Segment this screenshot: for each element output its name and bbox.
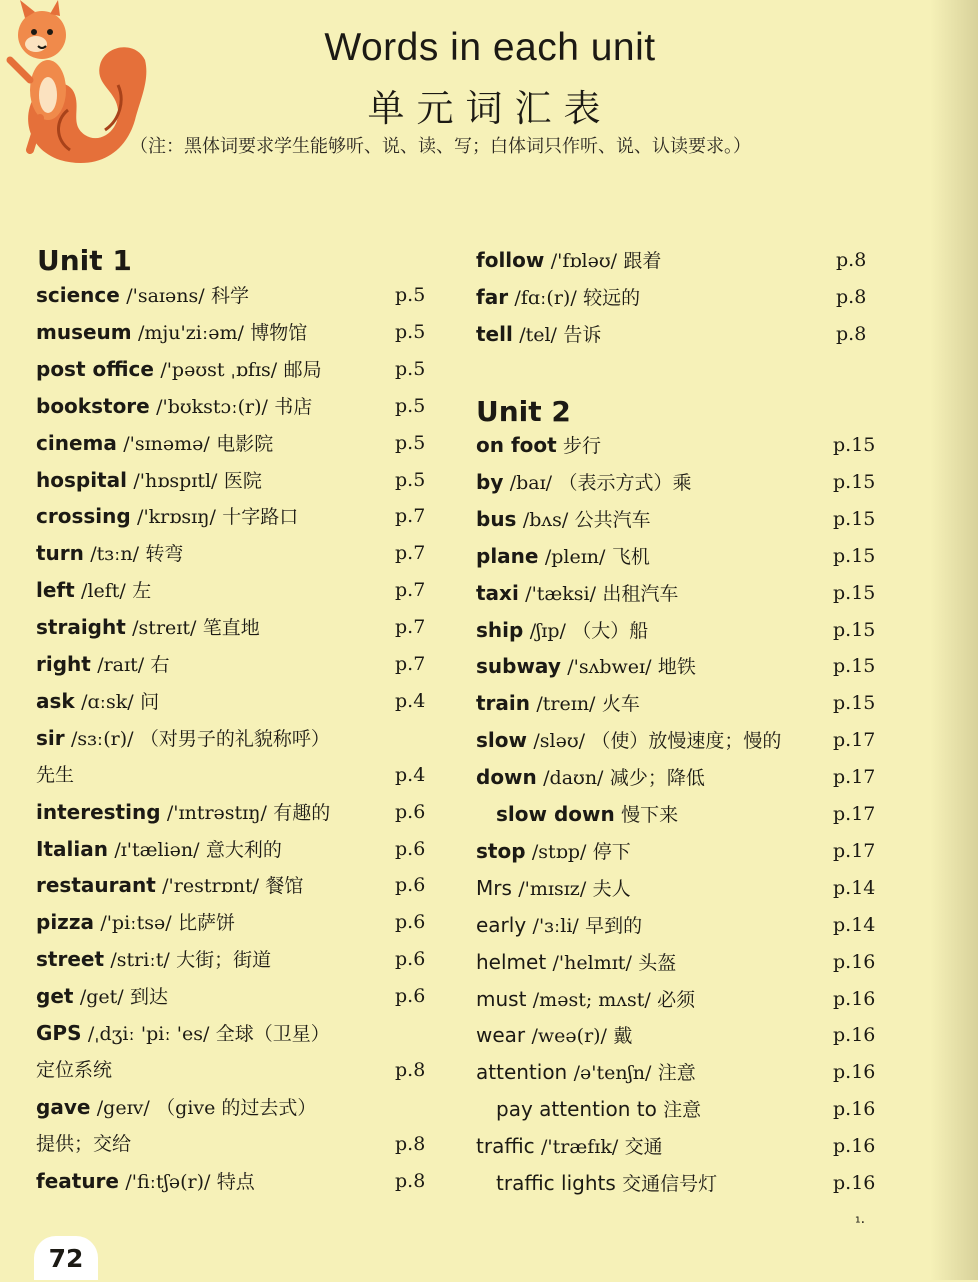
vocab-page-ref: p.8 [836,323,867,345]
vocab-page-ref: p.8 [395,1058,426,1081]
vocab-phonetic: /tɜːn/ [90,543,140,566]
vocab-word: stop [476,838,526,863]
vocab-entry [36,981,168,1011]
vocab-meaning: 大街；街道 [176,949,272,972]
vocab-word: turn [36,541,84,566]
vocab-phonetic: /streɪt/ [132,617,197,640]
vocab-word: traffic lights [496,1171,616,1195]
vocab-word: get [36,984,74,1009]
unit-2-heading: Unit 2 [476,395,571,428]
vocab-phonetic: /mju'ziːəm/ [137,321,244,344]
vocab-page-ref: p.6 [395,911,426,934]
vocab-phonetic: /sləʊ/ [533,730,585,753]
vocab-page-ref: p.14 [833,913,876,936]
vocab-entry [36,538,183,568]
vocab-meaning: 地铁 [657,656,696,679]
vocab-phonetic: /ʃɪp/ [529,619,566,642]
vocab-entry [476,504,651,534]
vocab-word: must [476,986,527,1011]
vocab-entry [476,651,696,681]
vocab-phonetic: /'sʌbweɪ/ [567,656,652,679]
vocab-entry [476,725,781,755]
vocab-entry [36,354,322,384]
vocab-phonetic: /'pəʊst ˌɒfɪs/ [160,358,278,381]
vocab-meaning: 注意 [657,1062,696,1085]
vocab-entry [36,686,159,716]
vocab-meaning-continued: 提供；交给 [36,1132,132,1155]
vocab-page-ref: p.7 [395,505,426,528]
vocab-phonetic: /stɒp/ [531,840,587,863]
vocab-phonetic: /'mɪsɪz/ [518,877,587,900]
vocab-page-ref: p.15 [833,470,876,493]
vocab-meaning: 慢下来 [621,804,679,826]
vocab-page-ref: p.4 [395,689,426,712]
vocab-word: GPS [36,1021,82,1045]
vocab-entry [476,873,631,903]
vocab-word: slow down [496,802,615,826]
vocab-meaning: 步行 [563,435,602,457]
vocab-page-ref: p.15 [833,655,876,678]
vocab-word: museum [36,319,132,344]
vocab-word: hospital [36,467,127,492]
vocab-meaning: 意大利的 [205,838,282,861]
vocab-page-ref: p.15 [833,618,876,641]
vocab-meaning: 博物馆 [250,321,308,344]
vocab-page-ref: p.16 [833,1135,876,1158]
vocab-word: ask [36,688,75,713]
vocab-meaning: 到达 [130,986,169,1009]
vocab-page-ref: p.16 [833,1061,876,1084]
vocab-phonetic: /ɑːsk/ [81,690,134,713]
vocab-page-ref: p.6 [395,800,426,823]
vocab-meaning: 十字路口 [222,506,299,529]
vocab-page-ref: p.6 [395,948,426,971]
vocab-word: crossing [36,504,131,529]
vocab-word: wear [476,1023,526,1048]
vocab-phonetic: /'fɒləʊ/ [550,250,618,272]
vocab-page-ref: p.5 [395,357,426,380]
vocab-word: on foot [476,433,557,457]
vocab-word: helmet [476,949,547,974]
vocab-phonetic: /raɪt/ [97,654,145,676]
vocab-meaning: 注意 [663,1099,702,1122]
vocab-page-ref: p.6 [395,985,426,1008]
vocab-entry [476,319,601,349]
vocab-meaning: 交通信号灯 [622,1173,718,1195]
vocab-phonetic: /'træfɪk/ [541,1136,619,1159]
vocab-word: subway [476,654,561,679]
vocab-entry [36,428,273,458]
vocab-entry [476,910,642,940]
vocab-page-ref: p.16 [833,950,876,973]
vocab-entry [36,834,282,864]
vocab-meaning: 停下 [592,840,631,863]
vocab-word: restaurant [36,873,156,898]
vocab-page-ref: p.17 [833,803,876,825]
vocab-word: Mrs [476,875,512,900]
vocab-entry [476,984,695,1014]
vocab-phonetic: /striːt/ [110,949,170,972]
vocab-entry [476,578,678,608]
vocab-meaning: （对男子的礼貌称呼） [139,727,330,750]
vocab-page-ref: p.16 [833,1098,876,1121]
vocab-page-ref: p.4 [395,763,426,786]
vocab-phonetic: /'tæksi/ [525,582,597,605]
vocab-entry [476,541,650,571]
vocab-entry [476,1131,663,1161]
vocab-phonetic: /daʊn/ [543,767,604,790]
vocab-entry [476,245,661,275]
vocab-word: follow [476,248,545,272]
vocab-meaning: 笔直地 [202,617,260,640]
vocab-entry [36,575,151,605]
page-edge-shadow [930,0,978,1280]
vocab-entry [476,688,640,718]
vocab-entry [36,1018,330,1048]
vocab-phonetic: /baɪ/ [509,471,553,494]
vocab-entry [476,762,705,792]
vocab-word: bus [476,506,517,531]
vocab-word: left [36,578,75,603]
vocab-phonetic: /sɜː(r)/ [70,727,134,750]
vocab-meaning-continued: 先生 [36,763,75,786]
vocab-meaning: 邮局 [283,358,322,381]
vocab-meaning: 餐馆 [265,875,304,898]
vocab-page-ref: p.16 [833,1172,876,1194]
vocab-meaning: 问 [140,690,160,713]
vocab-meaning: 左 [132,580,152,603]
vocab-phonetic: /məst; mʌst/ [532,988,651,1011]
vocab-entry [36,870,303,900]
vocab-phonetic: /'ɜːli/ [532,914,579,937]
vocab-entry [476,1020,632,1050]
vocab-meaning: 减少；降低 [609,767,705,790]
vocab-entry [36,317,307,347]
vocab-meaning: 必须 [657,988,696,1011]
vocab-meaning: 医院 [223,469,262,492]
vocab-meaning: 夫人 [592,877,631,900]
vocab-phonetic: /treɪn/ [536,693,596,716]
vocab-word: taxi [476,580,519,605]
vocab-page-ref: p.8 [836,286,867,308]
vocab-word: science [36,283,120,307]
unit-1-heading: Unit 1 [37,244,132,277]
vocab-meaning: 全球（卫星） [215,1023,330,1045]
vocab-word: street [36,947,105,972]
vocab-entry [36,1166,255,1196]
vocab-page-ref: p.5 [395,284,426,306]
page-number: 72 [34,1236,98,1280]
vocab-meaning: 戴 [613,1025,633,1048]
vocab-page-ref: p.5 [395,394,426,417]
vocab-meaning: 交通 [624,1136,663,1159]
vocab-entry [476,1057,696,1087]
vocab-page-ref: p.5 [395,468,426,491]
vocab-word: by [476,469,504,494]
vocab-meaning: 飞机 [611,545,650,568]
vocab-phonetic: /weə(r)/ [531,1025,607,1048]
vocab-page-ref: p.16 [833,987,876,1010]
vocab-meaning: 比萨饼 [177,912,235,935]
vocab-page-ref: p.16 [833,1024,876,1047]
vocab-page-ref: p.7 [395,616,426,639]
vocab-meaning: 科学 [210,285,249,307]
squirrel-illustration [0,0,150,170]
vocab-entry [36,280,249,310]
vocab-phonetic: /ə'tenʃn/ [573,1062,652,1085]
vocab-word: plane [476,543,539,568]
vocab-word: far [476,285,509,309]
vocab-phonetic: /'sɪnəmə/ [123,432,210,455]
vocab-phonetic: /'bʊkstɔː(r)/ [156,395,268,418]
vocab-meaning: 转弯 [145,543,184,566]
vocab-page-ref: p.8 [836,249,867,271]
vocab-meaning: （表示方式）乘 [558,471,692,494]
vocab-word: tell [476,322,513,346]
vocab-page-ref: p.14 [833,876,876,899]
vocab-word: right [36,652,91,676]
vocab-page-ref: p.7 [395,542,426,565]
vocab-entry [476,615,648,645]
vocab-word: interesting [36,799,161,824]
vocab-word: early [476,912,527,937]
vocab-phonetic: /'helmɪt/ [552,951,632,974]
vocab-entry [496,1168,717,1198]
vocab-phonetic: /bʌs/ [522,508,569,531]
vocab-phonetic: /ˌdʒiː 'piː 'es/ [87,1023,210,1045]
usage-note: （注：黑体词要求学生能够听、说、读、写；白体词只作听、说、认读要求。） [130,136,751,157]
vocab-entry [476,947,676,977]
vocab-word: straight [36,615,126,640]
vocab-word: down [476,765,537,790]
vocab-page-ref: p.15 [833,544,876,567]
vocab-phonetic: /'hɒspɪtl/ [133,469,218,492]
vocab-page-ref: p.6 [395,837,426,860]
vocab-page-ref: p.15 [833,692,876,715]
vocab-entry [36,797,330,827]
vocab-word: bookstore [36,393,150,418]
vocab-meaning-continued: 定位系统 [36,1058,113,1081]
vocab-phonetic: /left/ [81,580,126,603]
vocab-entry [36,944,271,974]
vocab-word: pizza [36,910,94,935]
vocab-word: traffic [476,1134,535,1159]
vocab-meaning: 书店 [274,395,313,418]
vocab-page-ref: p.7 [395,579,426,602]
vocab-word: post office [36,356,154,381]
vocab-phonetic: /'saɪəns/ [126,285,205,307]
vocab-entry [476,430,601,460]
vocab-entry [36,465,262,495]
vocab-page-ref: p.7 [395,653,426,675]
vocab-phonetic: /'piːtsə/ [100,912,172,935]
vocab-page-ref: p.17 [833,729,876,752]
vocab-entry [476,836,631,866]
vocab-page-ref: p.5 [395,431,426,454]
page-subtitle: 单元词汇表 [367,87,613,130]
vocab-entry [36,1092,316,1122]
vocab-entry [36,612,260,642]
vocab-word: feature [36,1168,119,1193]
vocab-entry [36,649,170,679]
vocab-word: attention [476,1060,568,1085]
vocab-meaning: 较远的 [583,287,641,309]
vocab-word: gave [36,1094,91,1119]
vocab-meaning: 有趣的 [273,801,331,824]
vocab-word: pay attention to [496,1097,657,1122]
vocab-phonetic: /get/ [79,986,124,1009]
vocab-meaning: （大）船 [572,619,649,642]
vocab-entry [36,501,298,531]
vocab-entry [496,799,678,829]
vocab-word: Italian [36,836,108,861]
vocab-entry [36,723,330,753]
vocab-meaning: 特点 [216,1170,255,1193]
vocab-phonetic: /pleɪn/ [544,545,606,568]
vocab-page-ref: p.8 [395,1169,426,1192]
vocab-phonetic: /geɪv/ [96,1096,150,1119]
vocab-phonetic: /fɑː(r)/ [514,287,577,309]
vocab-word: slow [476,728,527,753]
vocab-phonetic: /'krɒsɪŋ/ [137,506,216,529]
vocab-page-ref: p.5 [395,320,426,343]
vocab-entry [476,282,640,312]
vocab-meaning: 公共汽车 [574,508,651,531]
vocab-entry [36,391,312,421]
vocab-meaning: 头盔 [638,951,677,974]
vocab-meaning: 早到的 [585,914,643,937]
vocab-meaning: （使）放慢速度；慢的 [591,730,782,753]
vocab-meaning: 告诉 [563,324,602,346]
vocab-page-ref: p.17 [833,766,876,789]
vocab-page-ref: p.8 [395,1132,426,1155]
vocab-meaning: （give 的过去式） [156,1096,317,1119]
vocab-page-ref: p.17 [833,839,876,862]
vocab-word: cinema [36,430,117,455]
vocab-word: ship [476,617,524,642]
page-title: Words in each unit [324,26,656,69]
vocab-phonetic: /'restrɒnt/ [162,875,260,898]
vocab-entry [36,907,235,937]
vocab-phonetic: /tel/ [519,324,557,346]
vocab-page-ref: p.15 [833,434,876,456]
vocab-page-ref: p.6 [395,874,426,897]
vocab-meaning: 跟着 [623,250,662,272]
vocab-entry [496,1094,701,1124]
vocab-word: sir [36,725,65,750]
vocab-phonetic: /'ɪntrəstɪŋ/ [166,801,267,824]
vocab-phonetic: /ɪ'tæliən/ [114,838,200,861]
vocab-entry [476,467,691,497]
vocab-meaning: 电影院 [216,432,274,455]
vocab-meaning: 右 [150,654,170,676]
vocab-phonetic: /'fiːtʃə(r)/ [125,1170,211,1193]
vocab-page-ref: p.15 [833,507,876,530]
vocab-word: train [476,691,531,716]
vocab-page-ref: p.15 [833,581,876,604]
corner-mark: ¹· [855,1215,866,1231]
vocab-meaning: 火车 [601,693,640,716]
vocab-meaning: 出租汽车 [602,582,679,605]
